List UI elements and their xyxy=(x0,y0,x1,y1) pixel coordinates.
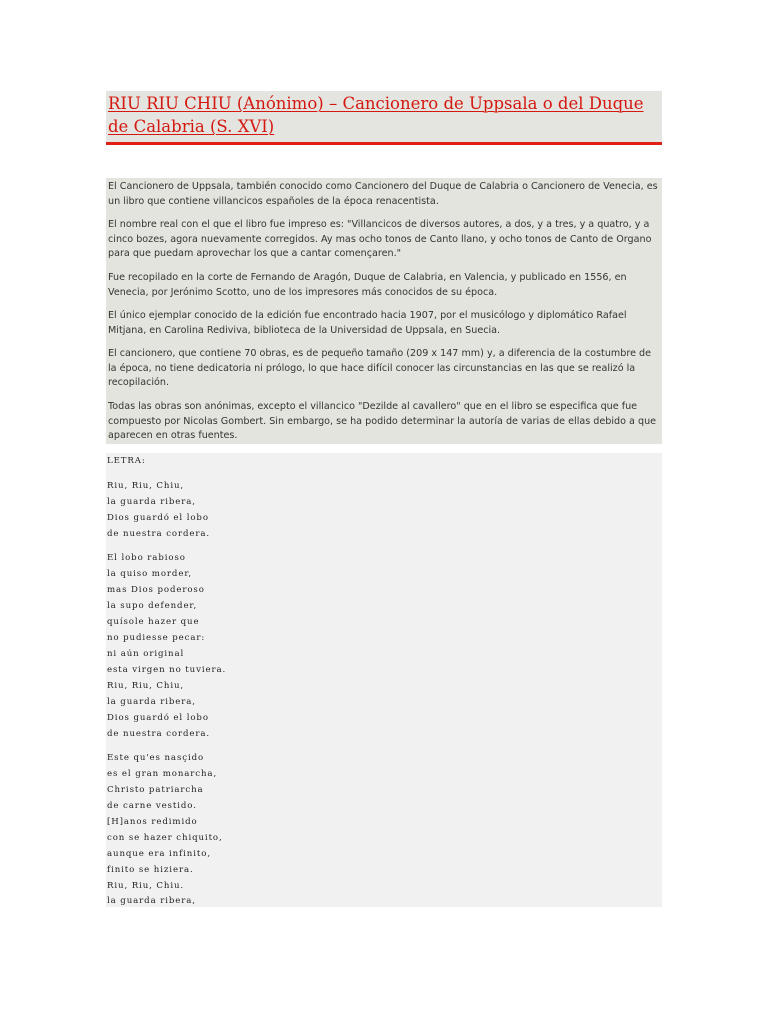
intro-paragraph: Todas las obras son anónimas, excepto el villancico "Dezilde al cavallero" que en el libro se especifica que fue compuesto por Nicolas Gombert. Sin embargo, se ha podido determinar la autoría de varias de ellas debido a que aparecen en otras fuentes. xyxy=(108,401,657,442)
lyric-line: esta virgen no tuviera. xyxy=(107,665,227,675)
lyric-line: de carne vestido. xyxy=(107,801,197,811)
intro-paragraph: Fue recopilado en la corte de Fernando de Aragón, Duque de Calabria, en Valencia, y publicado en 1556, en Venecia, por Jerónimo Scotto, uno de los impresores más conocidos de su época. xyxy=(108,272,627,298)
lyric-line: Dios guardó el lobo xyxy=(107,513,209,523)
intro-paragraph: El Cancionero de Uppsala, también conocido como Cancionero del Duque de Calabria o Cancionero de Venecia, es un libro que contiene villancicos españoles de la época renacentista. xyxy=(108,181,658,207)
lyric-line: aunque era infinito, xyxy=(107,849,211,859)
title-divider xyxy=(106,142,662,145)
page-title[interactable]: RIU RIU CHIU (Anónimo) – Cancionero de Uppsala o del Duque de Calabria (S. XVI) xyxy=(108,94,644,136)
lyric-line: mas Dios poderoso xyxy=(107,585,205,595)
lyric-line: [H]anos redimido xyxy=(107,817,198,827)
lyric-line: Riu, Riu, Chiu, xyxy=(107,681,185,691)
intro-section xyxy=(106,178,662,444)
title-box xyxy=(106,91,662,143)
lyric-line: la quiso morder, xyxy=(107,569,193,579)
lyric-line: finito se hiziera. xyxy=(107,865,194,875)
lyric-line: la guarda ribera, xyxy=(107,497,196,507)
lyric-line: quísole hazer que xyxy=(107,617,200,627)
lyric-line: de nuestra cordera. xyxy=(107,529,211,539)
lyric-line: la guarda ribera, xyxy=(107,697,196,707)
lyric-line: Este qu'es nasçido xyxy=(107,753,205,763)
lyric-line: con se hazer chiquito, xyxy=(107,833,223,843)
intro-paragraph: El único ejemplar conocido de la edición fue encontrado hacia 1907, por el musicólogo y diplomático Rafael Mitjana, en Carolina Rediviva, biblioteca de la Universidad de Uppsala, en Suecia. xyxy=(108,310,627,336)
lyrics-section xyxy=(106,453,662,907)
lyric-line: ni aún original xyxy=(107,649,185,659)
lyric-line: Christo patriarcha xyxy=(107,785,204,795)
intro-paragraph: El cancionero, que contiene 70 obras, es de pequeño tamaño (209 x 147 mm) y, a diferencia de la costumbre de la época, no tiene dedicatoria ni prólogo, lo que hace difícil conocer las circunstancias en las que se realizó la recopilación. xyxy=(108,348,652,389)
lyrics-heading: LETRA: xyxy=(107,456,146,466)
lyric-line: la supo defender, xyxy=(107,601,198,611)
lyric-line: Riu, Riu, Chiu. xyxy=(107,881,185,891)
lyric-line: es el gran monarcha, xyxy=(107,769,218,779)
lyric-line: Dios guardó el lobo xyxy=(107,713,209,723)
lyric-line: la guarda ribera, xyxy=(107,896,196,906)
intro-paragraph: El nombre real con el que el libro fue impreso es: "Villancicos de diversos autores, a dos, y a tres, y a quatro, y a cinco bozes, agora nuevamente corregidos. Ay mas ocho tonos de Canto llano, y ocho tonos de Canto de Organo para que puedam aprovechar los que a cantar començaren." xyxy=(108,219,652,260)
lyric-line: de nuestra cordera. xyxy=(107,729,211,739)
lyric-line: no pudiesse pecar: xyxy=(107,633,206,643)
lyric-line: Riu, Riu, Chiu, xyxy=(107,481,185,491)
lyric-line: El lobo rabioso xyxy=(107,553,186,563)
